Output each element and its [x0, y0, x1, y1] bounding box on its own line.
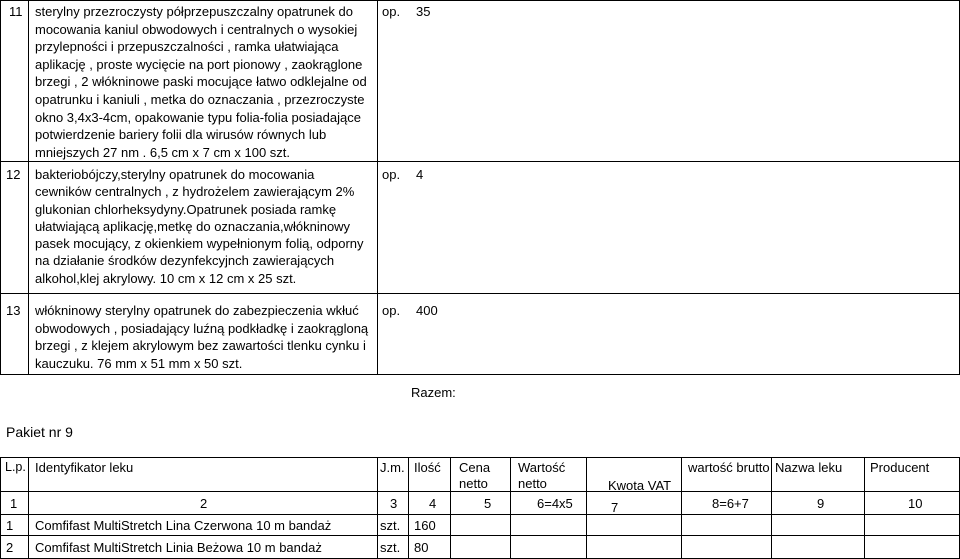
column-number: 6=4x5: [537, 496, 573, 511]
column-number: 8=6+7: [712, 496, 749, 511]
header-lp: L.p.: [5, 460, 26, 474]
unit: szt.: [380, 518, 401, 533]
quantity: 4: [416, 167, 424, 182]
unit: szt.: [380, 540, 401, 555]
quantity: 80: [414, 540, 429, 555]
column-number: 1: [10, 496, 18, 511]
drug-identifier: Comfifast MultiStretch Lina Czerwona 10 m bandaż: [35, 518, 332, 533]
unit: op.: [382, 303, 401, 318]
row-number: 11: [9, 4, 23, 19]
quantity: 400: [416, 303, 438, 318]
package-title: Pakiet nr 9: [6, 424, 73, 440]
column-number: 4: [429, 496, 437, 511]
header-net-price-sub: netto: [459, 476, 488, 491]
total-label: Razem:: [411, 385, 456, 400]
quantity: 160: [414, 518, 436, 533]
quantity: 35: [416, 4, 431, 19]
column-number: 9: [817, 496, 825, 511]
header-net-value: Wartość: [518, 460, 566, 475]
item-description: bakteriobójczy,sterylny opatrunek do mocowania cewników centralnych , z hydrożelem zawierającym 2% glukonian chlorheksydyny.Opatrunek posiada ramkę ułatwiającą aplikację,metkę do oznaczania,włókninowy pasek mocujący, z okienkiem wypełnionym folią, odporny na działanie środków dezynfekcyjnch zawierających alkohol,klej akrylowy. 10 cm x 12 cm x 25 szt.: [35, 167, 364, 286]
column-number: 3: [390, 496, 398, 511]
row-number: 2: [6, 540, 14, 555]
unit: op.: [382, 167, 401, 182]
header-identifier: Identyfikator leku: [35, 460, 134, 475]
column-number: 2: [200, 496, 208, 511]
column-number: 5: [484, 496, 492, 511]
item-description: włókninowy sterylny opatrunek do zabezpieczenia wkłuć obwodowych , posiadający luźną podkładkę i zaokrągloną brzegi , z klejem akrylowym bez zawartości tlenku cynku i kauczuku. 76 mm x 51 mm x 50 szt.: [35, 303, 369, 371]
header-quantity: Ilość: [414, 460, 441, 475]
header-gross-value: wartość brutto: [688, 460, 770, 475]
header-net-value-sub: netto: [518, 476, 547, 491]
column-number: 10: [908, 496, 923, 511]
item-description: sterylny przezroczysty półprzepuszczalny opatrunek do mocowania kaniul obwodowych i centralnych o wysokiej przylepności i przepuszczalności , ramka ułatwiająca aplikację , proste wycięcie na port pionowy , zaokrąglone brzegi , 2 włókninowe paski mocujące łatwo odklejalne od opatrunku i kaniuli , metka do oznaczania , przezroczyste okno 3,4x3-4cm, opakowanie typu folia-folia posiadające potwierdzenie bariery folii dla wirusów równych lub mniejszych 27 nm . 6,5 cm x 7 cm x 100 szt.: [35, 4, 367, 160]
header-drug-name: Nazwa leku: [775, 460, 843, 475]
row-number: 1: [6, 518, 14, 533]
row-number: 12: [6, 167, 21, 182]
row-number: 13: [6, 303, 21, 318]
header-unit: J.m.: [380, 460, 405, 475]
header-producer: Producent: [870, 460, 930, 475]
column-number: 7: [611, 500, 619, 515]
header-vat: Kwota VAT: [608, 478, 672, 493]
drug-identifier: Comfifast MultiStretch Linia Beżowa 10 m bandaż: [35, 540, 322, 555]
unit: op.: [382, 4, 401, 19]
header-net-price: Cena: [459, 460, 491, 475]
